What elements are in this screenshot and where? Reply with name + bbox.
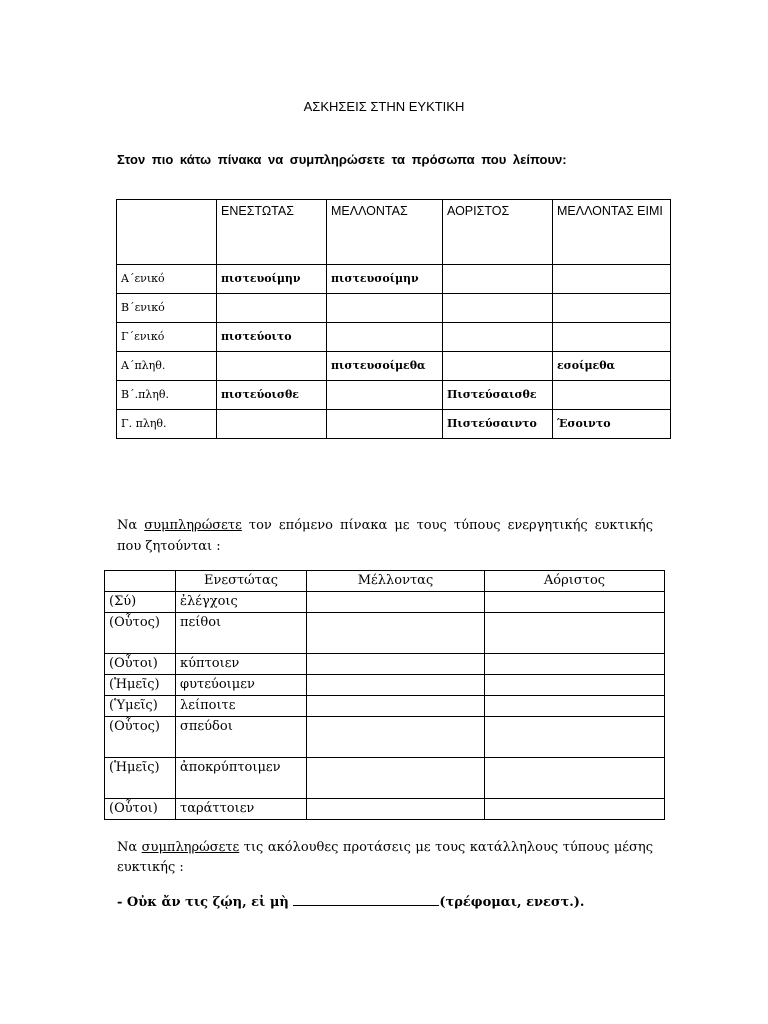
table-cell: πιστεύοιτο: [217, 323, 327, 352]
table-1-header-cell: ΕΝΕΣΤΩΤΑΣ: [217, 200, 327, 265]
table-row: [105, 613, 665, 654]
table-cell: Πιστεύσαισθε: [443, 381, 553, 410]
sentence-1-prefix: - Οὐκ ἄν τις ζῴη, εἰ μὴ: [117, 895, 294, 910]
table-cell: λείποιτε: [176, 696, 307, 717]
table-cell[interactable]: [553, 294, 671, 323]
table-cell[interactable]: [485, 799, 665, 820]
table-cell: (Οὗτοι): [105, 799, 176, 820]
table-cell: Β΄ενικό: [117, 294, 217, 323]
table-cell[interactable]: [307, 799, 485, 820]
answer-blank[interactable]: [293, 894, 439, 906]
table-cell: Γ΄ενικό: [117, 323, 217, 352]
sentence-1-suffix: (τρέφομαι, ενεστ.).: [439, 895, 585, 910]
table-row: [105, 799, 665, 820]
table-cell[interactable]: [327, 381, 443, 410]
table-cell: (Σύ): [105, 592, 176, 613]
table-cell: κύπτοιεν: [176, 654, 307, 675]
instruction-1: Στον πιο κάτω πίνακα να συμπληρώσετε τα πρόσωπα που λείπουν:: [117, 152, 567, 167]
table-2: [104, 570, 665, 820]
exercise-sentence-1: [117, 894, 584, 910]
table-cell[interactable]: [307, 592, 485, 613]
table-cell: πείθοι: [176, 613, 307, 654]
table-cell[interactable]: [485, 696, 665, 717]
table-cell: Α΄ενικό: [117, 265, 217, 294]
instruction-2-underlined: συμπληρώσετε: [144, 518, 242, 533]
table-cell: πιστευσοίμην: [327, 265, 443, 294]
table-cell[interactable]: [307, 758, 485, 799]
table-cell: (Ὑμεῖς): [105, 696, 176, 717]
table-cell[interactable]: [443, 294, 553, 323]
table-cell[interactable]: [327, 323, 443, 352]
table-row: [117, 381, 671, 410]
table-1-header-row: [117, 200, 671, 265]
table-row: [117, 294, 671, 323]
instruction-3-underlined: συμπληρώσετε: [141, 840, 240, 855]
instruction-3-suffix: τις ακόλουθες προτάσεις με τους κατάλληλους τύπους μέσης ευκτικής :: [117, 840, 653, 875]
table-cell: πιστεύοισθε: [217, 381, 327, 410]
table-row: [117, 265, 671, 294]
table-cell: πιστευσοίμεθα: [327, 352, 443, 381]
table-cell: (Ἡμεῖς): [105, 675, 176, 696]
table-cell: (Ἡμεῖς): [105, 758, 176, 799]
table-cell[interactable]: [553, 323, 671, 352]
table-2-header-cell: [105, 571, 176, 592]
table-cell: Α΄πληθ.: [117, 352, 217, 381]
table-cell[interactable]: [485, 592, 665, 613]
table-row: [105, 675, 665, 696]
table-2-header-row: [105, 571, 665, 592]
table-cell[interactable]: [485, 654, 665, 675]
table-cell[interactable]: [217, 410, 327, 439]
table-1-header-cell: ΜΕΛΛΟΝΤΑΣ: [327, 200, 443, 265]
table-row: [105, 592, 665, 613]
table-cell[interactable]: [485, 717, 665, 758]
table-cell[interactable]: [553, 381, 671, 410]
table-row: [117, 410, 671, 439]
table-1-header-cell: ΜΕΛΛΟΝΤΑΣ ΕΙΜΙ: [553, 200, 671, 265]
table-cell: Πιστεύσαιντο: [443, 410, 553, 439]
table-cell: ἐλέγχοις: [176, 592, 307, 613]
table-cell[interactable]: [217, 352, 327, 381]
table-cell: φυτεύοιμεν: [176, 675, 307, 696]
table-cell[interactable]: [443, 352, 553, 381]
table-cell[interactable]: [217, 294, 327, 323]
table-2-header-cell: Μέλλοντας: [307, 571, 485, 592]
table-row: [105, 696, 665, 717]
table-cell[interactable]: [485, 675, 665, 696]
table-cell[interactable]: [327, 410, 443, 439]
table-cell: (Οὗτος): [105, 717, 176, 758]
table-cell: Έσοιντο: [553, 410, 671, 439]
table-cell: εσοίμεθα: [553, 352, 671, 381]
table-row: [105, 654, 665, 675]
instruction-2: [117, 515, 653, 557]
table-cell: ἀποκρύπτοιμεν: [176, 758, 307, 799]
table-row: [117, 323, 671, 352]
table-1: [116, 199, 671, 439]
table-cell: Β΄.πληθ.: [117, 381, 217, 410]
table-cell[interactable]: [443, 323, 553, 352]
instruction-2-suffix: τον επόμενο πίνακα με τους τύπους ενεργητικής ευκτικής που ζητούνται :: [117, 518, 654, 554]
table-cell: σπεύδοι: [176, 717, 307, 758]
table-cell[interactable]: [327, 294, 443, 323]
table-cell: ταράττοιεν: [176, 799, 307, 820]
table-2-header-cell: Αόριστος: [485, 571, 665, 592]
instruction-3: [117, 838, 653, 878]
table-1-header-cell: [117, 200, 217, 265]
table-2-header-cell: Ενεστώτας: [176, 571, 307, 592]
table-cell[interactable]: [307, 696, 485, 717]
table-row: [105, 758, 665, 799]
table-cell[interactable]: [485, 758, 665, 799]
table-cell: πιστευοίμην: [217, 265, 327, 294]
table-cell[interactable]: [307, 654, 485, 675]
table-cell: Γ. πληθ.: [117, 410, 217, 439]
instruction-3-prefix: Να: [117, 840, 142, 855]
table-cell[interactable]: [307, 613, 485, 654]
table-cell: (Οὗτοι): [105, 654, 176, 675]
table-row: [117, 352, 671, 381]
instruction-2-prefix: Να: [117, 518, 145, 533]
table-cell[interactable]: [307, 717, 485, 758]
table-row: [105, 717, 665, 758]
page-title: ΑΣΚΗΣΕΙΣ ΣΤΗΝ ΕΥΚΤΙΚΗ: [303, 99, 465, 114]
table-cell[interactable]: [485, 613, 665, 654]
table-1-header-cell: ΑΟΡΙΣΤΟΣ: [443, 200, 553, 265]
table-cell: (Οὗτος): [105, 613, 176, 654]
table-cell[interactable]: [553, 265, 671, 294]
table-cell[interactable]: [443, 265, 553, 294]
table-cell[interactable]: [307, 675, 485, 696]
